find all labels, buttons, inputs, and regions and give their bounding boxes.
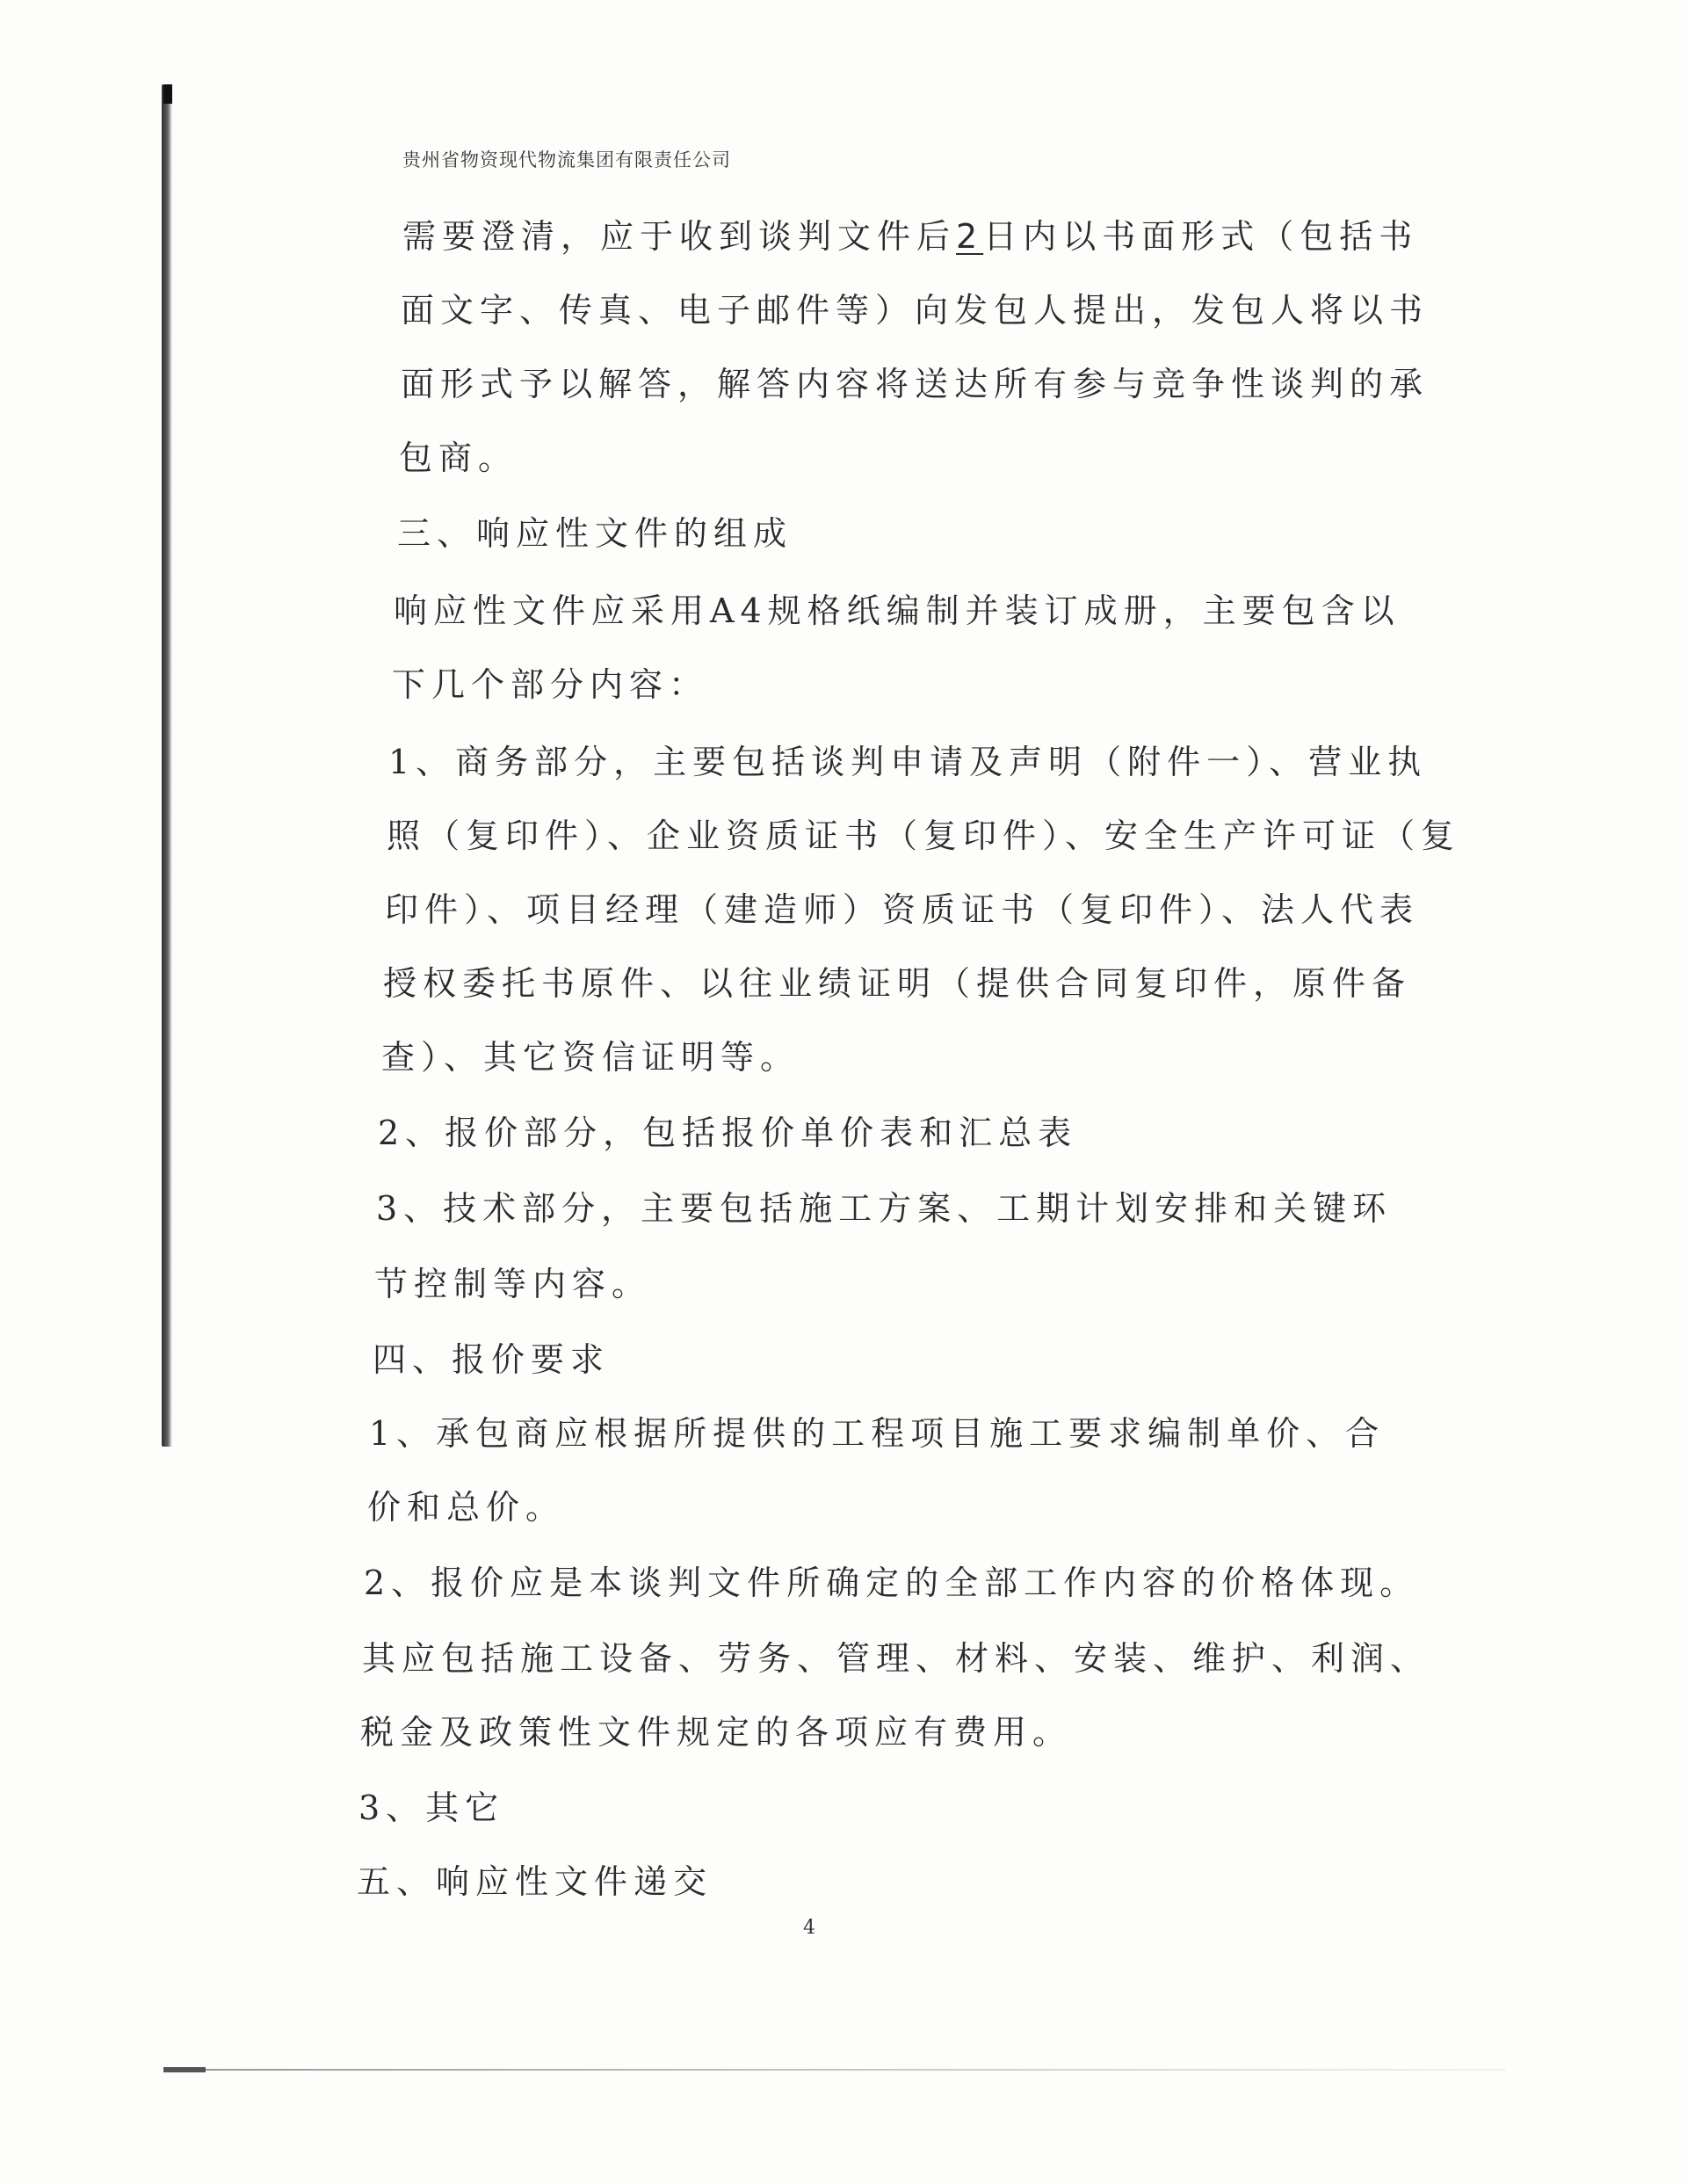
company-header: 贵州省物资现代物流集团有限责任公司	[402, 149, 731, 171]
body-line-20: 其应包括施工设备、劳务、管理、材料、安装、维护、利润、	[362, 1639, 1430, 1678]
body-line-18: 价和总价。	[367, 1488, 566, 1527]
body-line-3: 面形式予以解答，解答内容将送达所有参与竞争性谈判的承	[401, 365, 1430, 403]
body-line-21: 税金及政策性文件规定的各项应有费用。	[360, 1713, 1073, 1752]
scan-edge-mark-bottom	[163, 2067, 206, 2072]
body-line-1	[402, 209, 1418, 258]
body-line-12: 查）、其它资信证明等。	[381, 1038, 800, 1077]
body-line-19: 2、报价应是本谈判文件所确定的全部工作内容的价格体现。	[364, 1564, 1420, 1602]
section-heading-3: 三、响应性文件的组成	[397, 514, 793, 553]
body-line-1-post: 日内以书面形式（包括书	[983, 217, 1419, 256]
body-line-11: 授权委托书原件、以往业绩证明（提供合同复印件，原件备	[383, 964, 1412, 1003]
section-heading-4: 四、报价要求	[373, 1340, 611, 1379]
body-line-15: 节控制等内容。	[374, 1265, 652, 1303]
body-line-2: 面文字、传真、电子邮件等）向发包人提出，发包人将以书	[401, 291, 1430, 330]
body-line-17: 1、承包商应根据所提供的工程项目施工要求编制单价、合	[369, 1414, 1386, 1453]
days-number: 2	[956, 217, 984, 256]
body-line-6: 响应性文件应采用A4规格纸编制并装订成册，主要包含以	[394, 591, 1401, 630]
body-line-14: 3、技术部分，主要包括施工方案、工期计划安排和关键环	[376, 1189, 1393, 1228]
body-line-1-pre: 需要澄清，应于收到谈判文件后	[402, 217, 957, 256]
scan-bottom-rule	[206, 2069, 1506, 2071]
body-line-10: 印件）、项目经理（建造师）资质证书（复印件）、法人代表	[385, 890, 1420, 929]
page-number: 4	[803, 1917, 815, 1939]
body-line-9: 照（复印件）、企业资质证书（复印件）、安全生产许可证（复	[387, 816, 1461, 855]
section-heading-5: 五、响应性文件递交	[357, 1862, 713, 1901]
body-line-4: 包商。	[399, 439, 518, 477]
body-line-13: 2、报价部分，包括报价单价表和汇总表	[378, 1114, 1078, 1152]
body-line-7: 下几个部分内容：	[392, 665, 709, 704]
scan-edge-mark	[163, 84, 172, 104]
body-line-22: 3、其它	[358, 1789, 505, 1827]
body-line-8: 1、商务部分，主要包括谈判申请及声明（附件一）、营业执	[388, 743, 1428, 781]
scan-binding-edge	[162, 84, 172, 1447]
